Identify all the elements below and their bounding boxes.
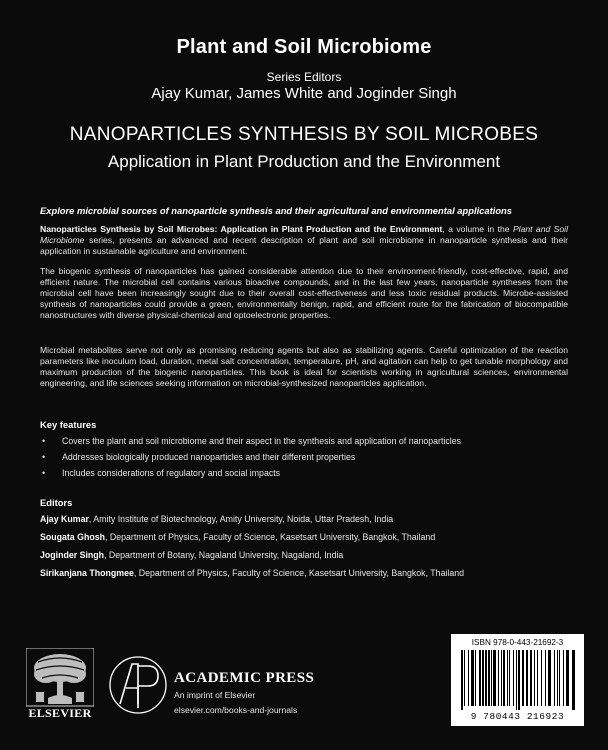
bullet-icon: • <box>42 468 46 478</box>
key-feature-text: Addresses biologically produced nanoparticles and their different properties <box>62 452 356 462</box>
series-name-inline: Plant and Soil Microbiome <box>40 224 568 245</box>
bullet-icon: • <box>42 436 46 446</box>
paragraph-text: , a volume in the <box>442 224 513 234</box>
series-title: Plant and Soil Microbiome <box>176 36 432 58</box>
paragraph-text: series, presents an advanced and recent description of plant and soil microbiome in nanoparticle synthesis and their application in sustainable agriculture and environment. <box>40 235 568 256</box>
key-features-heading: Key features <box>40 419 97 430</box>
editor-affiliation: , Department of Physics, Faculty of Science, Kasetsart University, Bangkok, Thailand <box>105 532 436 542</box>
key-feature-text: Covers the plant and soil microbiome and their aspect in the synthesis and application of nanoparticles <box>62 436 462 446</box>
imprint-text: An imprint of Elsevier <box>174 690 256 700</box>
editor-name: Joginder Singh <box>40 550 105 560</box>
series-editors-label: Series Editors <box>266 70 342 84</box>
series-editors-names: Ajay Kumar, James White and Joginder Singh <box>151 85 457 102</box>
editor-name: Sougata Ghosh <box>40 532 106 542</box>
editor-affiliation: , Amity Institute of Biotechnology, Amity University, Noida, Uttar Pradesh, India <box>88 514 394 524</box>
key-feature-item <box>40 452 570 468</box>
editor-affiliation: , Department of Botany, Nagaland University, Nagaland, India <box>104 550 344 560</box>
bullet-icon: • <box>42 452 46 462</box>
book-title: NANOPARTICLES SYNTHESIS BY SOIL MICROBES <box>69 124 539 145</box>
isbn-barcode <box>451 634 584 726</box>
editor-entry <box>40 568 580 586</box>
editor-name: Ajay Kumar <box>40 514 89 524</box>
description-paragraph-3: Microbial metabolites serve not only as promising reducing agents but also as stabilizing agents. Careful optimization of the reaction parameters like inoculum load, duration, metal salt concentration, temperature, pH, and agitation can help to get tunable morphology and maximum production of the biogenic nanoparticles. This book is ideal for scientists working in agricultural sciences, environmental engineering, and life sciences seeking information on microbial-synthesized nanoparticles application. <box>40 345 568 388</box>
elsevier-wordmark: ELSEVIER <box>28 706 92 720</box>
editor-entry <box>40 514 580 532</box>
description-paragraph-2: The biogenic synthesis of nanoparticles has gained considerable attention due to their environment-friendly, cost-effective, rapid, and efficient nature. The microbial cell contains various bioactive compounds, and in the last few years, nanoparticle syntheses from the microbial cell have been increasingly sought due to their overall cost-effectiveness and less toxic residual products. Microbe-assisted synthesis of nanoparticles could provide a green, environmentally benign, rapid, and efficient route for the fabrication of biocompatible nanostructures with diverse physical-chemical and optoelectronic properties. <box>40 266 568 320</box>
key-feature-item <box>40 436 570 452</box>
editors-heading: Editors <box>40 497 73 508</box>
book-subtitle: Application in Plant Production and the Environment <box>107 152 501 171</box>
publisher-website-link[interactable]: elsevier.com/books-and-journals <box>174 705 298 715</box>
barcode-bars-icon <box>459 650 576 710</box>
book-title-inline: Nanoparticles Synthesis by Soil Microbes: Application in Plant Production and the Environment <box>40 224 443 234</box>
academic-press-logo-icon <box>108 654 168 716</box>
editor-entry <box>40 550 580 568</box>
isbn-label: ISBN 978-0-443-21692-3 <box>471 638 564 647</box>
publisher-name: ACADEMIC PRESS <box>174 670 315 686</box>
description-paragraph-1 <box>40 224 568 257</box>
tagline: Explore microbial sources of nanoparticle synthesis and their agricultural and environmental applications <box>40 205 512 216</box>
editor-entry <box>40 532 580 550</box>
key-feature-item <box>40 468 570 484</box>
key-features-list <box>40 436 570 484</box>
barcode-digits: 9 780443 216923 <box>470 711 565 722</box>
editor-affiliation: , Department of Physics, Faculty of Science, Kasetsart University, Bangkok, Thailand <box>133 568 465 578</box>
key-feature-text: Includes considerations of regulatory and social impacts <box>62 468 281 478</box>
editor-name: Sirikanjana Thongmee <box>40 568 134 578</box>
editors-list <box>40 514 580 586</box>
